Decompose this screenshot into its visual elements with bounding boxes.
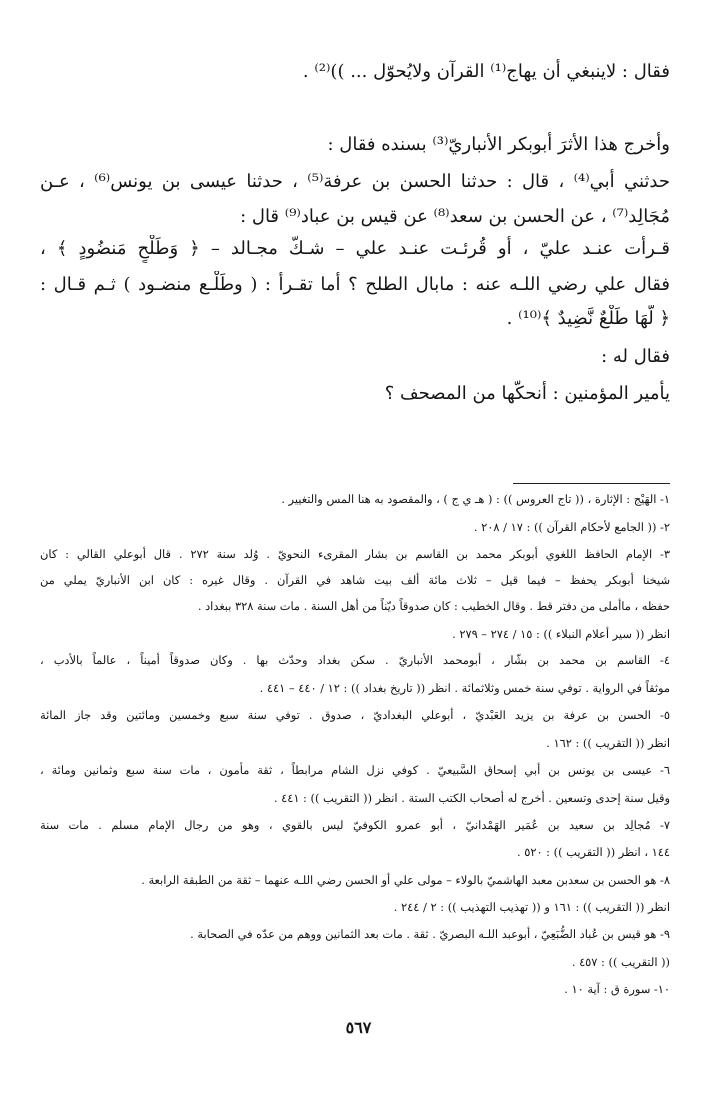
footnote-line-7: ٤- القاسم بن محمد بن بشّار ، أبومحمد الأنباريّ . سكن بغداد وحدّث بها . وكان صدوقاً أميناً ، عالماً بالأدب ، <box>40 653 670 667</box>
footnote-line-1: ١- الهَيْج : الإثارة ، (( تاج العروس )) : ( هـ ي ج ) ، والمقصود به هنا المس والتغيير . <box>281 492 670 506</box>
main-line-3: حدثني أبي⁽⁴⁾ ، قال : حدثنا الحسن بن عرفة⁽⁵⁾ ، حدثنا عيسى بن يونس⁽⁶⁾ ، عـن <box>40 171 670 192</box>
footnote-line-9: ٥- الحسن بن عرفة بن يزيد العَبْديّ ، أبوعلي البغداديّ ، صدوق . توفي سنة سبع وخمسين ومائتين وقد جاز المائة <box>40 708 670 722</box>
footnote-line-2: ٢- (( الجامع لأحكام القرآن )) : ١٧ / ٢٠٨ . <box>473 520 670 534</box>
footnote-line-5: حفظه ، ماأملى من دفتر قط . وقال الخطيب : كان صدوقاً ديّناً من أهل السنة . مات سنة ٣٢٨ ببغداد . <box>197 599 670 613</box>
main-line-5: قـرأت عنـد عليّ ، أو قُرئـت عنـد علي – شـكّ مجـالد – ﴿ وَطَلْحٍ مَنضُودٍ ﴾ ، <box>40 238 670 259</box>
footnote-line-16: انظر (( التقريب )) : ١٦١ و (( تهذيب التهذيب )) : ٢ / ٢٤٤ . <box>393 900 670 914</box>
footnote-line-15: ٨- هو الحسن بن سعدبن معبد الهاشميّ بالولاء – مولى علي أو الحسن رضي اللـه عنهما – ثقة من الطبقة الرابعة . <box>141 873 670 887</box>
main-line-1: فقال : لاينبغي أن يهاج⁽¹⁾ القرآن ولايُحوّل ... ))⁽²⁾ . <box>302 61 670 82</box>
footnote-line-3: ٣- الإمام الحافظ اللغوي أبوبكر محمد بن القاسم بن بشار المقرىء النحويّ . وُلد سنة ٢٧٢ . قال أبوعلي القالي : كان <box>40 547 670 561</box>
main-line-8: فقال له : <box>601 346 670 367</box>
footnote-line-13: ٧- مُجالِد بن سعيد بن عُمَير الهَمْدانيّ ، أبو عمرو الكوفيّ ليس بالقوي ، وهو من رجال الإمام مسلم . مات سنة <box>40 818 670 832</box>
footnote-line-11: ٦- عيسى بن يونس بن أبي إسحاق السَّبيعيّ . كوفي نزل الشام مرابطاً ، ثقة مأمون ، مات سنة سبع وثمانين ومائة ، <box>40 763 670 777</box>
footnote-line-8: موثقاً في الرواية . توفي سنة خمس وثلاثمائة . انظر (( تاريخ بغداد )) : ١٢ / ٤٤٠ – ٤٤١ . <box>259 681 670 695</box>
footnote-line-17: ٩- هو قيس بن عُباد الضُّبَعِيّ ، أبوعبد اللـه البصريّ . ثقة . مات بعد الثمانين ووهم من عدّه في الصحابة . <box>190 927 670 941</box>
footnote-line-12: وقيل سنة إحدى وتسعين . أخرج له أصحاب الكتب الستة . انظر (( التقريب )) : ٤٤١ . <box>273 791 670 805</box>
main-line-7: ﴿ لَّهَا طَلْعٌ نَّضِيدٌ ﴾⁽¹⁰⁾ . <box>506 308 670 329</box>
footnote-line-19: ١٠- سورة ق : آية ١٠ . <box>564 982 670 996</box>
main-line-6: فقال علي رضي اللـه عنه : مابال الطلح ؟ أما تقـرأ : ( وطَلْـع منضـود ) ثـم قـال : <box>40 274 670 295</box>
footnote-line-6: انظر (( سير أعلام النبلاء )) : ١٥ / ٢٧٤ – ٢٧٩ . <box>452 627 670 641</box>
page-number: ٥٦٧ <box>345 1018 372 1037</box>
main-line-9: يأمير المؤمنين : أنحكّها من المصحف ؟ <box>384 383 670 404</box>
footnote-line-18: (( التقريب )) : ٤٥٧ . <box>571 955 670 969</box>
main-line-2: وأخرج هذا الأثرَ أبوبكر الأنباريّ⁽³⁾ بسنده فقال : <box>327 134 670 155</box>
footnote-line-10: انظر (( التقريب )) : ١٦٢ . <box>546 736 670 750</box>
footnote-line-4: شيخنا أبوبكر يحفظ – فيما قيل – ثلاث مائة ألف بيت شاهد في القرآن . وقال غيره : كان ابن الأنباريّ يملي من <box>40 573 670 587</box>
footnote-line-14: ١٤٤ ، انظر (( التقريب )) : ٥٢٠ . <box>516 845 670 859</box>
footnote-divider <box>513 483 670 484</box>
main-line-4: مُجَالِد⁽⁷⁾ ، عن الحسن بن سعد⁽⁸⁾ عن قيس بن عباد⁽⁹⁾ قال : <box>240 206 670 227</box>
